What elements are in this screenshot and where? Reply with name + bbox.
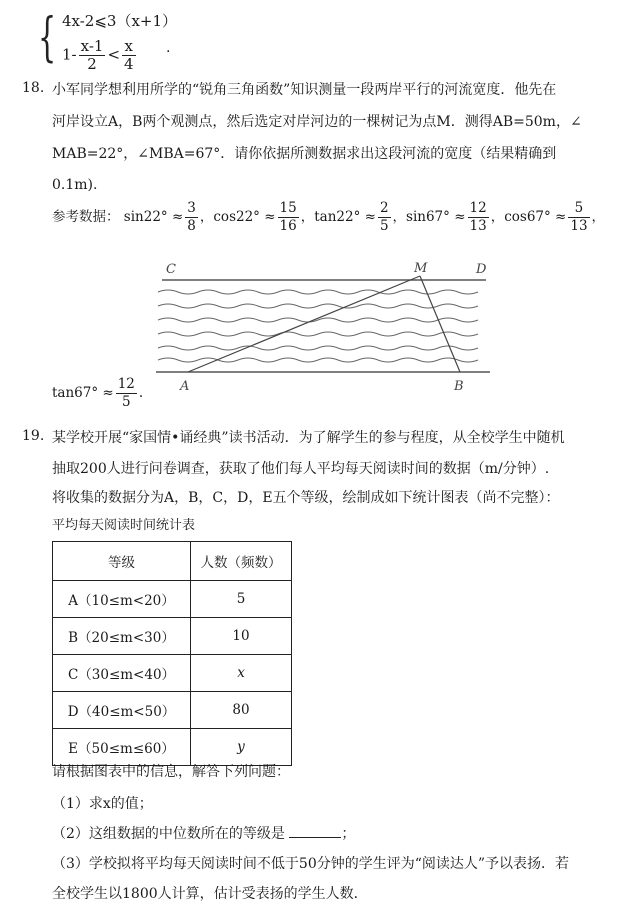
wave-line — [158, 332, 478, 336]
fraction-denominator: 8 — [187, 218, 196, 234]
question-18-line-4: 0.1m). — [52, 177, 98, 193]
label-A: A — [180, 379, 190, 394]
separator: ， — [591, 209, 606, 225]
ref-fraction — [378, 200, 391, 235]
question-18-line-3: MAB=22°，∠MBA=67°．请你依据所测数据求出这段河流的宽度（结果精确到 — [52, 146, 557, 162]
question-18-line-2: 河岸设立A，B两个观测点，然后选定对岸河边的一棵树记为点M．测得AB=50m，∠ — [52, 114, 582, 130]
question-18-line-1: 小军同学想利用所学的“锐角三角函数”知识测量一段两岸平行的河流宽度．他先在 — [52, 82, 557, 98]
ref-sin22 — [123, 200, 200, 234]
wave-line — [158, 290, 478, 294]
approx-sign: ≈ — [364, 209, 376, 225]
answer-prompt: 请根据图表中的信息，解答下列问题： — [52, 764, 290, 780]
table-row — [53, 581, 292, 618]
fraction-numerator: 2 — [379, 200, 389, 216]
sub-question-2 — [52, 824, 355, 844]
sub-question-2-text: （2）这组数据的中位数所在的等级是 — [52, 826, 285, 842]
cell-count: 80 — [191, 692, 292, 729]
question-19-line-2: 抽取200人进行问卷调查，获取了他们每人平均每天阅读时间的数据（m/分钟）. — [52, 461, 550, 477]
approx-sign: ≈ — [171, 209, 184, 225]
ref-fraction — [568, 200, 589, 235]
table-title: 平均每天阅读时间统计表 — [52, 518, 196, 533]
label-B: B — [454, 379, 464, 394]
wave-line — [158, 304, 478, 308]
fraction-denominator: 2 — [87, 55, 97, 73]
answer-blank[interactable] — [289, 825, 341, 838]
inequality-end-dot: . — [166, 40, 171, 56]
ref-fraction — [185, 200, 198, 235]
segment-AM — [188, 276, 420, 372]
fraction-numerator: 12 — [469, 200, 487, 216]
question-19-number: 19. — [22, 428, 45, 444]
ref-fraction — [116, 376, 137, 411]
question-19-line-3: 将收集的数据分为A，B，C，D，E五个等级，绘制成如下统计图表（尚不完整）： — [52, 490, 560, 506]
fraction-numerator: 12 — [117, 376, 135, 392]
ref-name: tan22° — [314, 209, 361, 225]
fraction-numerator: x-1 — [80, 37, 104, 55]
cell-grade: A（10≤m<20） — [53, 581, 191, 618]
wave-line — [158, 346, 478, 350]
end-dot: . — [138, 385, 144, 401]
fraction-denominator: 16 — [279, 218, 297, 234]
sub-question-2-end: ； — [341, 826, 356, 842]
sub-question-1: （1）求x的值； — [52, 796, 153, 812]
cell-grade: C（30≤m<40） — [53, 655, 191, 692]
ref-cos67 — [504, 200, 591, 234]
fraction-numerator: 3 — [187, 200, 196, 216]
reading-time-table — [52, 541, 292, 766]
cell-grade: E（50≤m≤60） — [53, 729, 191, 766]
reference-label: 参考数据： — [52, 209, 120, 225]
separator: ， — [300, 209, 315, 225]
wave-line — [158, 358, 478, 362]
question-19-line-1: 某学校开展“家国情•诵经典”读书活动．为了解学生的参与程度，从全校学生中随机 — [52, 430, 565, 446]
sub-question-3-line-2: 全校学生以1800人计算，估计受表扬的学生人数． — [52, 886, 368, 902]
ref-cos22 — [213, 200, 300, 234]
inequality-operator: < — [107, 45, 121, 64]
cell-count: 5 — [191, 581, 292, 618]
ref-name: cos67° — [504, 209, 551, 225]
fraction-denominator: 13 — [570, 218, 588, 234]
table-row — [53, 618, 292, 655]
fraction-numerator: x — [122, 38, 136, 56]
question-18-number: 18. — [22, 80, 45, 96]
ref-name: tan67° — [52, 385, 99, 401]
header-grade: 等级 — [53, 542, 191, 581]
separator: ， — [490, 209, 505, 225]
fraction-numerator: 5 — [568, 200, 589, 218]
label-M: M — [414, 261, 428, 276]
ref-fraction — [278, 200, 299, 235]
reference-data — [52, 200, 605, 235]
approx-sign: ≈ — [264, 209, 276, 225]
approx-sign: ≈ — [555, 209, 567, 225]
ref-name: sin67° — [406, 209, 450, 225]
fraction-denominator: 5 — [379, 218, 389, 234]
river-figure — [150, 258, 500, 398]
table-row — [53, 692, 292, 729]
label-D: D — [476, 262, 487, 277]
table-header-row — [53, 542, 292, 581]
inequality-line-1: 4x-2⩽3（x+1） — [62, 12, 178, 30]
left-brace: { — [38, 8, 57, 68]
inequality-line-2-prefix: 1- — [62, 45, 77, 64]
reference-tan67 — [52, 376, 143, 411]
separator: ， — [199, 209, 214, 225]
fraction-denominator: 4 — [124, 55, 134, 73]
sub-question-3-line-1: （3）学校拟将平均每天阅读时间不低于50分钟的学生评为“阅读达人”予以表扬．若 — [52, 856, 570, 872]
cell-grade: B（20≤m<30） — [53, 618, 191, 655]
inequality-fraction-left — [79, 38, 106, 73]
cell-grade: D（40≤m<50） — [53, 692, 191, 729]
inequality-line-2 — [62, 38, 138, 73]
ref-name: cos22° — [213, 209, 260, 225]
ref-tan22 — [314, 200, 392, 234]
fraction-denominator: 5 — [122, 394, 131, 410]
inequality-fraction-right — [122, 38, 136, 73]
table-row — [53, 655, 292, 692]
approx-sign: ≈ — [454, 209, 466, 225]
separator: ， — [392, 209, 407, 225]
ref-name: sin22° — [123, 209, 168, 225]
cell-count: y — [191, 729, 292, 766]
fraction-numerator: 15 — [279, 200, 297, 216]
header-count: 人数（频数） — [191, 542, 292, 581]
ref-fraction — [468, 200, 489, 235]
approx-sign: ≈ — [102, 385, 114, 401]
ref-sin67 — [406, 200, 491, 234]
table-row — [53, 729, 292, 766]
label-C: C — [166, 262, 176, 277]
cell-count: 10 — [191, 618, 292, 655]
cell-count: x — [191, 655, 292, 692]
fraction-denominator: 13 — [469, 218, 487, 234]
